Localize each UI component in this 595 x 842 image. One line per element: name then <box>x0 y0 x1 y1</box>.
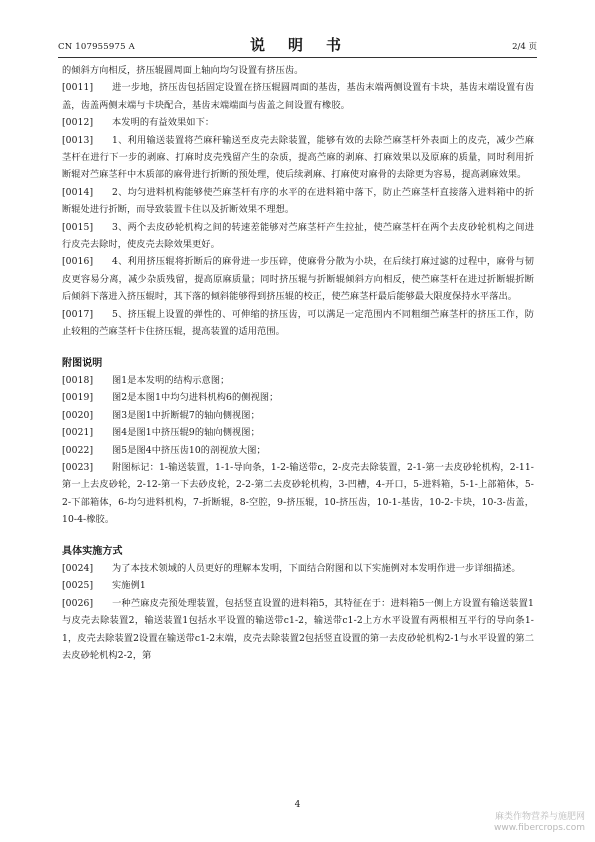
paragraph-text: 3、两个去皮砂轮机构之间的转速差能够对苎麻茎杆产生拉扯，使苎麻茎杆在两个去皮砂轮机构之间进行皮壳去除时，使皮壳去除效果更好。 <box>62 221 534 251</box>
effects-paragraphs <box>62 79 534 340</box>
section-heading-embodiment: 具体实施方式 <box>62 545 123 557</box>
paragraph <box>62 306 534 341</box>
document-title: 说 明 书 <box>249 36 345 54</box>
paragraph <box>62 219 534 254</box>
paragraph-text: 图2是本图1中均匀进料机构6的侧视图； <box>112 392 279 404</box>
paragraph-text: 附图标记：1-输送装置，1-1-导向条，1-2-输送带c，2-皮壳去除装置，2-1-第一去皮砂轮机构，2-11-第一上去皮砂轮，2-12-第一下去砂皮轮，2-2-第二去皮砂轮机构，3-凹槽，4-开口，5-进料箱，5-1-上部箱体，5-2-下部箱体，6-均匀进料机构，7-折断辊，8-空腔，9-挤压辊，10-挤压齿，10-1-基齿，10-2-卡块，10-3-齿盖，10-4-橡胶。 <box>62 461 534 526</box>
paragraph <box>62 389 534 406</box>
watermark-line: 麻类作物营养与施肥网 <box>494 812 585 822</box>
paragraph-text: 一种苎麻皮壳预处理装置，包括竖直设置的进料箱5，其特征在于：进料箱5一侧上方设置有输送装置1与皮壳去除装置2，输送装置1包括水平设置的输送带c1-2，输送带c1-2上方水平设置有两根相互平行的导向条1-1，皮壳去除装置2设置在输送带c1-2末端，皮壳去除装置2包括竖直设置的第一去皮砂轮机构2-1与水平设置的第二去皮砂轮机构2-2，第 <box>62 597 534 661</box>
paragraph-number: [0017] <box>62 308 94 320</box>
paragraph-number: [0021] <box>62 427 94 439</box>
page-header <box>58 34 537 56</box>
paragraph <box>62 253 534 305</box>
page-number: 4 <box>294 800 301 810</box>
publication-number: CN 107955975 A <box>58 42 135 52</box>
paragraph-text: 1、利用输送装置将苎麻秆输送至皮壳去除装置，能够有效的去除苎麻茎杆外表面上的皮壳，减少苎麻茎杆在进行下一步的剥麻、打麻时皮壳残留产生的杂质，提高苎麻的剥麻、打麻效果以及原麻的质量，同时利用折断辊对苎麻茎秆中木质部的麻骨进行折断的预处理，使后续剥麻、打麻使对麻骨的去除更为容易，提高剥麻效果。 <box>62 134 534 181</box>
paragraph-number: [0018] <box>62 374 94 386</box>
document-body <box>62 62 534 664</box>
paragraph-text: 图3是图1中折断辊7的轴向侧视图； <box>112 409 260 421</box>
paragraph-number: [0025] <box>62 580 94 592</box>
paragraph-number: [0012] <box>62 117 94 129</box>
paragraph-text: 实施例1 <box>112 580 146 592</box>
watermark <box>494 812 585 834</box>
embodiment-paragraphs <box>62 560 534 664</box>
paragraph-number: [0015] <box>62 221 94 233</box>
paragraph-number: [0024] <box>62 562 94 574</box>
paragraph <box>62 459 534 529</box>
paragraph <box>62 577 534 594</box>
paragraph-number: [0022] <box>62 444 94 456</box>
paragraph-text: 5、挤压辊上设置的弹性的、可伸缩的挤压齿，可以满足一定范围内不同粗细苎麻茎杆的挤压工作，防止较粗的苎麻茎杆卡住挤压辊，提高装置的适用范围。 <box>62 308 534 338</box>
paragraph <box>62 595 534 665</box>
paragraph-number: [0011] <box>62 82 94 94</box>
paragraph <box>62 114 534 131</box>
paragraph <box>62 442 534 459</box>
paragraph <box>62 79 534 114</box>
paragraph <box>62 560 534 577</box>
paragraph <box>62 424 534 441</box>
paragraph-number: [0020] <box>62 409 94 421</box>
section-heading-figures: 附图说明 <box>62 357 103 369</box>
paragraph <box>62 184 534 219</box>
paragraph-text: 图4是图1中挤压辊9的轴向侧视图； <box>112 427 260 439</box>
watermark-line: www.fibercrops.com <box>494 823 585 833</box>
continued-line: 的倾斜方向相反，挤压辊圆周面上轴向均匀设置有挤压齿。 <box>62 65 304 76</box>
paragraph <box>62 407 534 424</box>
paragraph-number: [0026] <box>62 597 94 609</box>
paragraph <box>62 372 534 389</box>
paragraph-number: [0023] <box>62 461 94 473</box>
paragraph-text: 为了本技术领域的人员更好的理解本发明，下面结合附图和以下实施例对本发明作进一步详细描述。 <box>112 562 521 574</box>
figure-descriptions <box>62 372 534 529</box>
paragraph-text: 图5是图4中挤压齿10的剖视放大图； <box>112 444 266 456</box>
paragraph-number: [0013] <box>62 134 94 146</box>
page-count: 2/4 页 <box>512 42 537 52</box>
paragraph-text: 本发明的有益效果如下： <box>112 117 215 129</box>
paragraph-text: 图1是本发明的结构示意图； <box>112 374 230 386</box>
paragraph-text: 2、均匀进料机构能够使苎麻茎杆有序的水平的在进料箱中落下，防止苎麻茎杆直接落入进料箱中的折断辊处进行折断，而导致装置卡住以及折断效果不理想。 <box>62 186 534 216</box>
paragraph-text: 4、利用挤压辊将折断后的麻骨进一步压碎，使麻骨分散为小块，在后续打麻过滤的过程中，麻骨与韧皮更容易分离，减少杂质残留，提高原麻质量；同时挤压辊与折断辊倾斜方向相反，使苎麻茎杆在进过折断辊折断后倾斜下落进入挤压辊时，其下落的倾斜能够得到挤压辊的校正，使苎麻茎杆最后能够最大限度保持水平落出。 <box>62 256 534 303</box>
paragraph-number: [0016] <box>62 256 94 268</box>
paragraph-text: 进一步地，挤压齿包括固定设置在挤压辊圆周面的基齿，基齿末端两侧设置有卡块，基齿末端设置有齿盖，齿盖两侧末端与卡块配合，基齿末端端面与齿盖之间设置有橡胶。 <box>62 82 534 111</box>
paragraph-number: [0019] <box>62 392 94 404</box>
header-divider <box>58 57 537 58</box>
paragraph <box>62 132 534 184</box>
paragraph-number: [0014] <box>62 186 94 198</box>
